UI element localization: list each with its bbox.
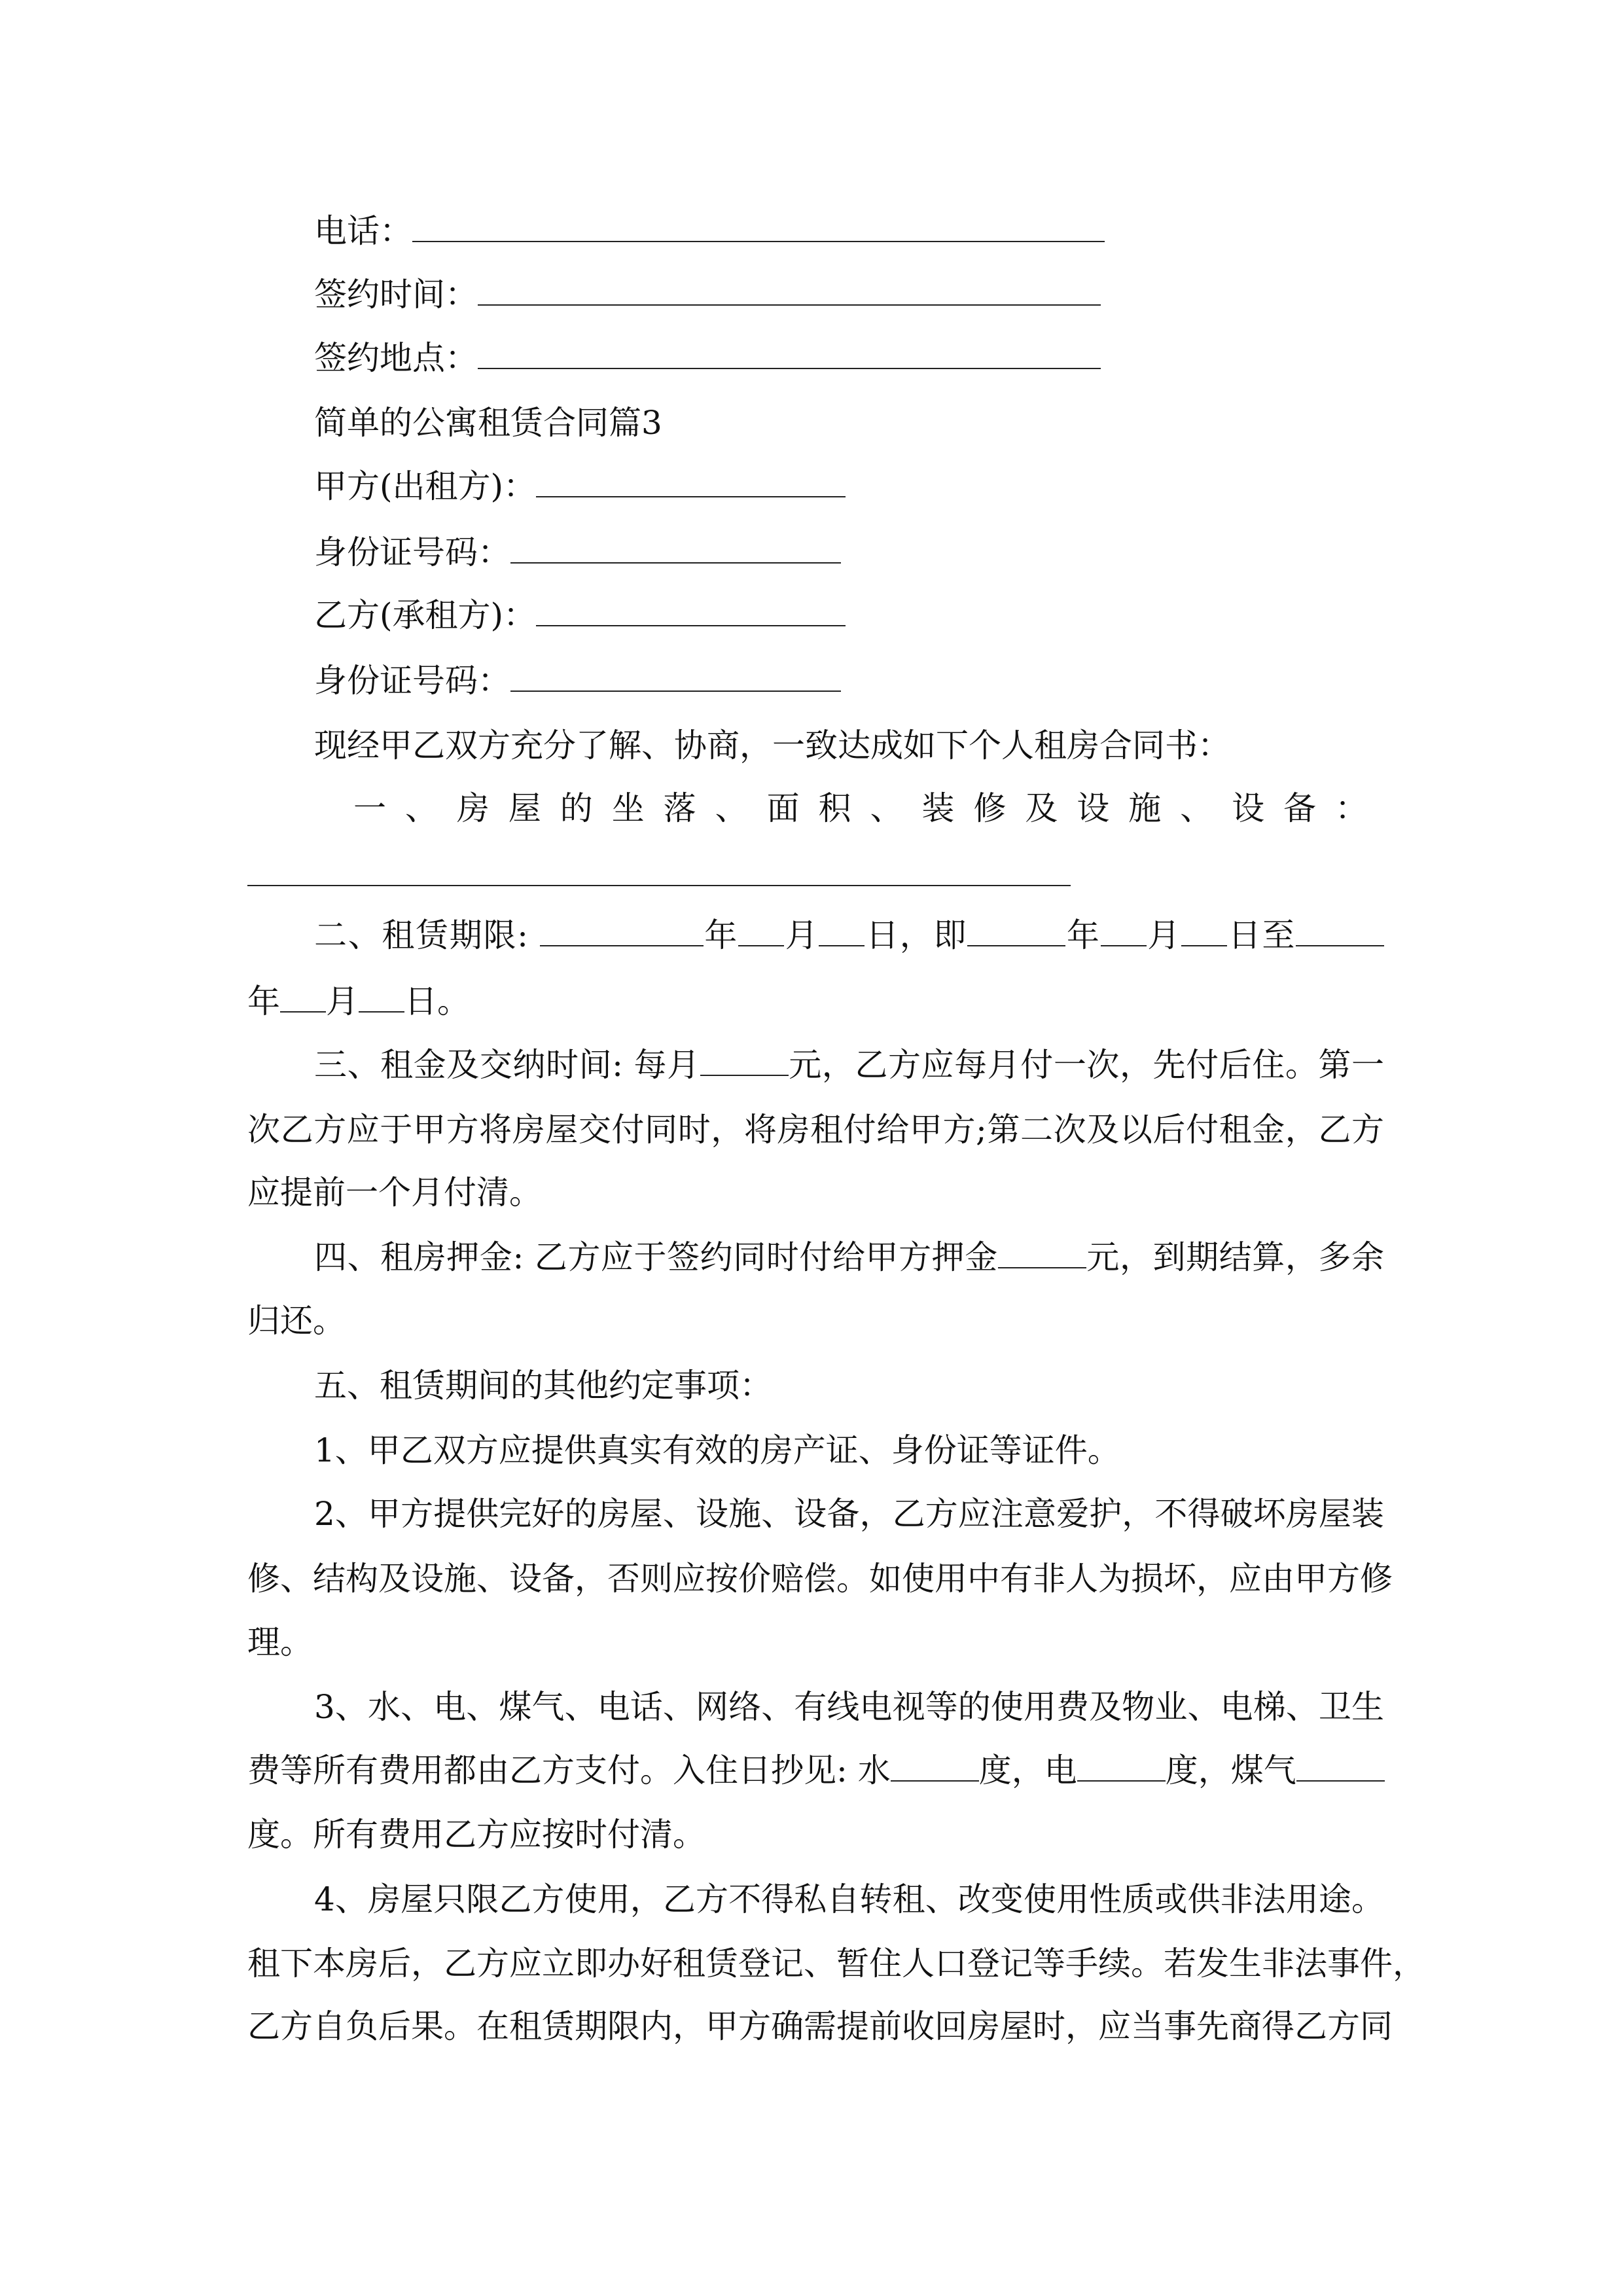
- clause-2: [314, 916, 1384, 955]
- clause-2-text: 月: [1146, 916, 1181, 954]
- clause-2-text: 年: [247, 982, 280, 1020]
- sign-time-blank: [478, 276, 1101, 306]
- rent-blank: [700, 1046, 789, 1076]
- blank: [1101, 916, 1147, 946]
- sign-time-field: [314, 275, 1101, 314]
- clause-2-text: 日，即: [865, 916, 968, 954]
- item-3-text: 费等所有费用都由乙方支付。入住日抄见: 水: [247, 1751, 891, 1789]
- clause-3-line-3: 应提前一个月付清。: [247, 1174, 542, 1211]
- phone-blank: [412, 212, 1105, 242]
- party-a-field: [314, 467, 846, 506]
- deposit-blank: [998, 1238, 1086, 1268]
- blank: [540, 916, 704, 946]
- item-3: 3、水、电、煤气、电话、网络、有线电视等的使用费及物业、电梯、卫生: [314, 1688, 1384, 1726]
- clause-3-text: 元，乙方应每月付一次，先付后住。第一: [788, 1046, 1384, 1084]
- blank: [819, 916, 865, 946]
- item-4-line-3: 乙方自负后果。在租赁期限内，甲方确需提前收回房屋时，应当事先商得乙方同: [247, 2007, 1393, 2045]
- party-b-label: 乙方(承租方)：: [314, 596, 537, 634]
- id-b-field: [314, 661, 841, 700]
- clause-2-text: 月: [784, 916, 819, 954]
- clause-4-text: 元，到期结算，多余: [1086, 1238, 1385, 1276]
- sign-place-label: 签约地点：: [314, 339, 478, 377]
- party-b-blank: [536, 596, 846, 626]
- clause-2-text: 年: [1065, 916, 1101, 954]
- blank: [967, 916, 1065, 946]
- phone-field: [314, 211, 1105, 251]
- item-4-line-2: 租下本房后，乙方应立即办好租赁登记、暂住人口登记等手续。若发生非法事件，: [247, 1945, 1425, 1982]
- sign-place-blank: [478, 339, 1101, 369]
- electric-blank: [1077, 1751, 1166, 1782]
- item-3-text: 度，煤气: [1165, 1751, 1296, 1789]
- clause-3-text: 三、租金及交纳时间: 每月: [314, 1046, 700, 1084]
- clause-3-line-2: 次乙方应于甲方将房屋交付同时，将房租付给甲方;第二次及以后付租金，乙方: [247, 1111, 1384, 1149]
- clause-4-line-2: 归还。: [247, 1302, 346, 1340]
- blank: [738, 916, 784, 946]
- clause-2-text: 日。: [404, 982, 470, 1020]
- clause-2-cont: [247, 982, 1384, 1021]
- sign-place-field: [314, 338, 1101, 378]
- blank: [1296, 916, 1384, 946]
- clause-5: 五、租赁期间的其他约定事项：: [314, 1367, 772, 1405]
- item-3-text: 度，电: [978, 1751, 1077, 1789]
- clause-2-text: 日至: [1226, 916, 1296, 954]
- id-a-blank: [510, 533, 841, 564]
- blank: [359, 982, 404, 1013]
- gas-blank: [1296, 1751, 1385, 1782]
- id-b-blank: [510, 662, 841, 692]
- water-blank: [891, 1751, 979, 1782]
- id-b-label: 身份证号码：: [314, 662, 510, 700]
- item-3-line-2: [247, 1751, 1384, 1790]
- clause-2-text: 二、租赁期限:: [314, 916, 529, 954]
- party-a-blank: [536, 467, 846, 497]
- clause-1: 一、房屋的坐落、面积、装修及设施、设备：: [353, 789, 1368, 827]
- clause-2-text: 月: [326, 982, 359, 1020]
- clause-1-blank-line: [247, 885, 1071, 886]
- item-2-line-3: 理。: [247, 1623, 313, 1661]
- item-3-line-3: 度。所有费用乙方应按时付清。: [247, 1816, 705, 1854]
- item-2-line-2: 修、结构及设施、设备，否则应按价赔偿。如使用中有非人为损坏，应由甲方修: [247, 1560, 1393, 1598]
- clause-3: [314, 1045, 1384, 1085]
- contract-title: 简单的公寓租赁合同篇3: [314, 404, 662, 442]
- blank: [1181, 916, 1227, 946]
- id-a-field: [314, 533, 841, 572]
- intro-text: 现经甲乙双方充分了解、协商，一致达成如下个人租房合同书：: [314, 726, 1230, 764]
- blank: [280, 982, 326, 1013]
- id-a-label: 身份证号码：: [314, 533, 510, 571]
- clause-2-text: 年: [703, 916, 738, 954]
- item-2: 2、甲方提供完好的房屋、设施、设备，乙方应注意爱护，不得破坏房屋装: [314, 1495, 1384, 1533]
- sign-time-label: 签约时间：: [314, 276, 478, 314]
- party-a-label: 甲方(出租方)：: [314, 467, 537, 505]
- clause-4-text: 四、租房押金: 乙方应于签约同时付给甲方押金: [314, 1238, 998, 1276]
- phone-label: 电话：: [314, 212, 412, 250]
- party-b-field: [314, 596, 846, 635]
- clause-4: [314, 1238, 1384, 1277]
- item-1: 1、甲乙双方应提供真实有效的房产证、身份证等证件。: [314, 1431, 1120, 1469]
- item-4: 4、房屋只限乙方使用，乙方不得私自转租、改变使用性质或供非法用途。: [314, 1880, 1384, 1918]
